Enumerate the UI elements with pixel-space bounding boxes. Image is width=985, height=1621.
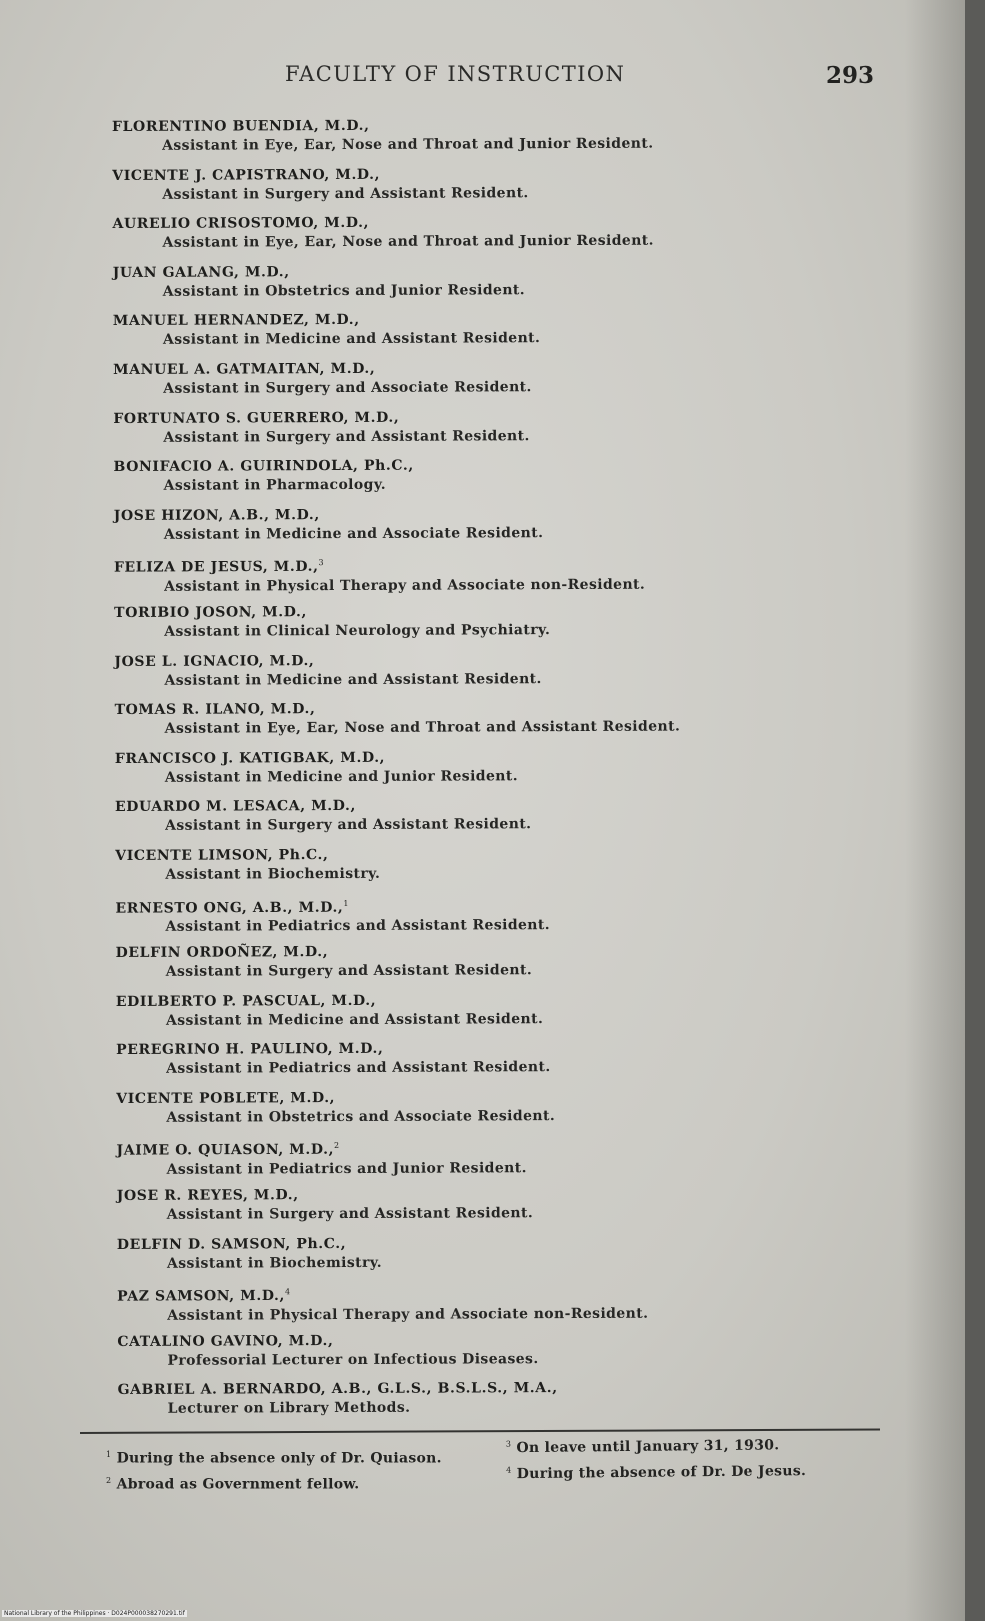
faculty-name-text: JAIME O. QUIASON, M.D., <box>116 1142 335 1160</box>
faculty-entry <box>114 503 894 555</box>
footnote-text: During the absence of Dr. De Jesus. <box>516 1462 807 1482</box>
faculty-position: Assistant in Physical Therapy and Associate non-Resident. <box>164 576 646 595</box>
footnote <box>106 1444 442 1470</box>
faculty-entry <box>118 1378 898 1430</box>
faculty-list <box>112 115 898 1430</box>
faculty-entry <box>113 406 893 458</box>
faculty-position: Assistant in Medicine and Assistant Resident. <box>162 330 541 349</box>
faculty-entry <box>113 455 893 507</box>
faculty-name-text: JUAN GALANG, M.D., <box>112 264 290 281</box>
faculty-position: Assistant in Biochemistry. <box>166 1254 383 1272</box>
footnote-reference: 4 <box>284 1287 291 1297</box>
faculty-entry <box>116 941 896 993</box>
footnote-mark: 1 <box>106 1450 112 1459</box>
faculty-name-text: AURELIO CRISOSTOMO, M.D., <box>112 215 370 233</box>
faculty-position: Assistant in Physical Therapy and Associate non-Resident. <box>167 1305 649 1324</box>
faculty-position: Assistant in Eye, Ear, Nose and Throat and Junior Resident. <box>162 232 654 251</box>
faculty-position: Assistant in Medicine and Assistant Resident. <box>164 670 542 689</box>
faculty-entry <box>115 698 895 750</box>
faculty-name-text: TORIBIO JOSON, M.D., <box>114 604 307 621</box>
faculty-entry <box>116 1038 896 1090</box>
faculty-name-text: MANUEL HERNANDEZ, M.D., <box>112 312 360 330</box>
faculty-name-text: FORTUNATO S. GUERRERO, M.D., <box>113 409 400 427</box>
footnote-mark: 3 <box>505 1439 512 1449</box>
faculty-entry <box>114 552 894 604</box>
faculty-name-text: FLORENTINO BUENDIA, M.D., <box>112 117 370 135</box>
faculty-position: Assistant in Eye, Ear, Nose and Throat and Junior Resident. <box>162 135 654 154</box>
faculty-entry <box>112 115 892 167</box>
faculty-entry <box>117 1329 897 1381</box>
faculty-name-text: EDILBERTO P. PASCUAL, M.D., <box>115 992 377 1010</box>
faculty-name-text: VICENTE J. CAPISTRANO, M.D., <box>112 166 381 184</box>
faculty-position: Assistant in Medicine and Junior Resident. <box>164 767 519 786</box>
faculty-name-text: FELIZA DE JESUS, M.D., <box>113 559 319 576</box>
footnote-text: During the absence only of Dr. Quiason. <box>116 1450 442 1467</box>
faculty-name-text: EDUARDO M. LESACA, M.D., <box>114 798 356 816</box>
faculty-position: Assistant in Surgery and Assistant Resident. <box>162 184 529 203</box>
faculty-entry <box>115 892 895 944</box>
footnote-column-left <box>106 1444 442 1495</box>
faculty-position: Assistant in Surgery and Assistant Resident. <box>163 427 530 446</box>
footnote-text: Abroad as Government fellow. <box>116 1476 360 1493</box>
faculty-entry <box>112 163 892 215</box>
faculty-position: Assistant in Medicine and Associate Resident. <box>163 524 544 543</box>
faculty-position: Professorial Lecturer on Infectious Diseases. <box>167 1350 539 1369</box>
faculty-entry <box>114 601 894 653</box>
faculty-position: Assistant in Surgery and Associate Resident. <box>163 379 532 397</box>
faculty-entry <box>117 1184 897 1236</box>
faculty-position: Assistant in Pediatrics and Assistant Resident. <box>166 1059 551 1078</box>
footnote-reference: 2 <box>333 1141 340 1151</box>
faculty-position: Assistant in Surgery and Assistant Resident. <box>166 1205 534 1223</box>
faculty-entry <box>115 795 895 847</box>
faculty-position: Assistant in Medicine and Assistant Resident. <box>165 1010 544 1029</box>
footnote-mark: 4 <box>506 1465 512 1475</box>
faculty-name-text: VICENTE POBLETE, M.D., <box>116 1089 336 1107</box>
footnote-text: On leave until January 31, 1930. <box>516 1437 780 1457</box>
faculty-name-text: FRANCISCO J. KATIGBAK, M.D., <box>114 749 386 767</box>
faculty-name-text: ERNESTO ONG, A.B., M.D., <box>115 899 344 917</box>
faculty-name-text: JOSE L. IGNACIO, M.D., <box>114 652 315 670</box>
faculty-name-text: VICENTE LIMSON, Ph.C., <box>115 846 329 864</box>
footnote <box>106 1470 442 1496</box>
scan-stamp: National Library of the Philippines · D024P000038270291.tif <box>4 1610 185 1617</box>
faculty-entry <box>116 1086 896 1138</box>
faculty-entry <box>113 358 893 410</box>
faculty-entry <box>115 843 895 895</box>
footnote-mark: 2 <box>106 1475 112 1485</box>
faculty-position: Assistant in Surgery and Assistant Resident. <box>165 962 533 980</box>
footnote-reference: 3 <box>318 558 325 568</box>
faculty-position: Assistant in Obstetrics and Junior Resident. <box>162 281 526 300</box>
faculty-position: Assistant in Eye, Ear, Nose and Throat and Assistant Resident. <box>164 718 681 737</box>
faculty-position: Assistant in Surgery and Assistant Resident. <box>165 816 532 835</box>
faculty-position: Assistant in Pediatrics and Assistant Resident. <box>165 917 551 935</box>
faculty-name-text: PAZ SAMSON, M.D., <box>117 1288 286 1305</box>
faculty-entry <box>116 989 896 1041</box>
faculty-name-text: DELFIN ORDOÑEZ, M.D., <box>115 944 329 962</box>
faculty-entry <box>113 260 893 312</box>
footnote <box>506 1456 806 1485</box>
running-title: FACULTY OF INSTRUCTION <box>285 62 626 86</box>
faculty-name-text: JOSE HIZON, A.B., M.D., <box>113 506 320 524</box>
faculty-name-text: PEREGRINO H. PAULINO, M.D., <box>116 1041 384 1059</box>
faculty-name-text: CATALINO GAVINO, M.D., <box>117 1332 334 1350</box>
faculty-entry <box>117 1232 897 1284</box>
faculty-name-text: MANUEL A. GATMAITAN, M.D., <box>113 360 376 378</box>
faculty-position: Assistant in Biochemistry. <box>165 865 381 883</box>
faculty-entry <box>116 1135 896 1187</box>
faculty-position: Lecturer on Library Methods. <box>167 1400 411 1418</box>
faculty-name-text: TOMAS R. ILANO, M.D., <box>114 701 316 719</box>
faculty-position: Assistant in Obstetrics and Associate Resident. <box>166 1107 556 1126</box>
faculty-entry <box>112 212 892 264</box>
footnote-reference: 1 <box>343 898 350 908</box>
faculty-entry <box>114 649 894 701</box>
faculty-position: Assistant in Clinical Neurology and Psychiatry. <box>164 622 551 640</box>
faculty-position: Assistant in Pediatrics and Junior Resident. <box>166 1160 527 1178</box>
faculty-name-text: JOSE R. REYES, M.D., <box>116 1187 299 1205</box>
faculty-entry <box>115 746 895 798</box>
faculty-name-text: DELFIN D. SAMSON, Ph.C., <box>116 1235 347 1253</box>
footnote-column-right <box>506 1430 807 1484</box>
faculty-name-text: GABRIEL A. BERNARDO, A.B., G.L.S., B.S.L.S., M.A., <box>117 1380 558 1399</box>
faculty-position: Assistant in Pharmacology. <box>163 476 387 494</box>
faculty-name-text: BONIFACIO A. GUIRINDOLA, Ph.C., <box>113 457 414 476</box>
page-number: 293 <box>826 62 875 89</box>
faculty-entry <box>117 1281 897 1333</box>
footnote <box>506 1430 806 1459</box>
faculty-entry <box>113 309 893 361</box>
